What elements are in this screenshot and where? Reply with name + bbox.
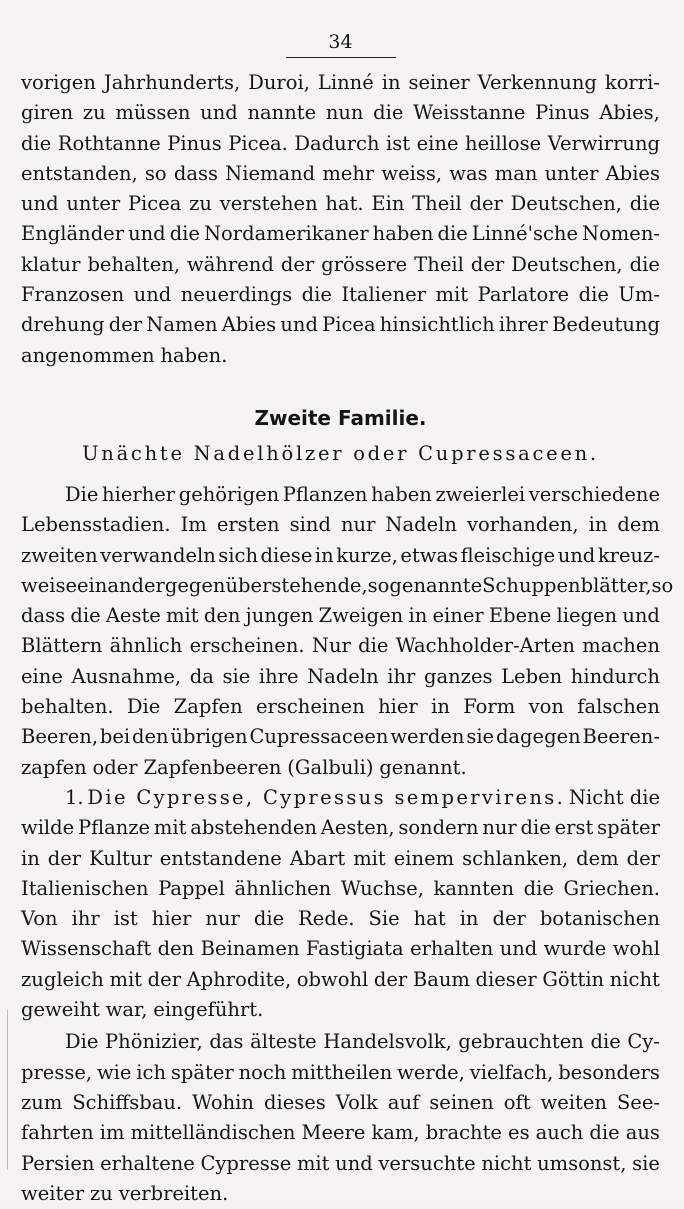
text-line: Lebensstadien. Im ersten sind nur Nadeln vorhanden, in dem [21,513,660,537]
page-number-text: 34 [328,31,353,53]
species-name: Die Cypresse, Cypressus sempervirens. [87,785,566,809]
text-line: fahrten im mittelländischen Meere kam, brachte es auch die aus [21,1121,660,1145]
text-line: Beeren, bei den übrigen Cupressaceen werden sie dagegen Beeren- [21,725,660,749]
text-line: zum Schiffsbau. Wohin dieses Volk auf seinen oft weiten See- [21,1090,660,1114]
text-line: wilde Pflanze mit abstehenden Aesten, sondern nur die erst später [21,816,660,840]
text-line: geweiht war, eingeführt. [21,998,264,1022]
text-line: weiter zu verbreiten. [21,1181,229,1205]
text-line: presse, wie ich später noch mittheilen werde, vielfach, besonders [21,1060,660,1084]
page-number [21,30,660,58]
text-line: zapfen oder Zapfenbeeren (Galbuli) genannt. [21,755,467,779]
page-number-rule [286,57,396,58]
paragraph-3 [21,813,660,1025]
text-line: Persien erhaltene Cypresse mit und versuchte nicht umsonst, sie [21,1151,660,1175]
section-heading: Zweite Familie. [254,405,427,430]
text-line: Wissenschaft den Beinamen Fastigiata erhalten und wurde wohl [21,937,660,961]
text-line: Blättern ähnlich erscheinen. Nur die Wachholder-Arten machen [21,634,660,658]
margin-mark [7,1010,8,1170]
text-line: Die Phönizier, das älteste Handelsvolk, gebrauchten die Cy- [65,1030,660,1054]
text-line: vorigen Jahrhunderts, Duroi, Linné in seiner Verkennung korri- [21,71,660,94]
text-line: Die hierher gehörigen Pflanzen haben zweierlei verschiedene [65,482,660,506]
text-line: angenommen haben. [21,343,228,367]
paragraph-3-first-rest: Nicht die [568,785,660,809]
text-line: eine Ausnahme, da sie ihre Nadeln ihr ganzes Leben hindurch [21,664,660,688]
text-line: behalten. Die Zapfen erscheinen hier in Form von falschen [21,695,660,719]
text-line: Engländer und die Nordamerikaner haben die Linné'sche Nomen- [21,222,660,246]
text-line: Franzosen und neuerdings die Italiener mit Parlatore die Um- [21,283,660,307]
paragraph-4 [21,1027,660,1209]
paragraph-3-first-line [21,783,660,813]
text-line: klatur behalten, während der grössere Theil der Deutschen, die [21,252,660,276]
text-line: drehung der Namen Abies und Picea hinsichtlich ihrer Bedeutung [21,313,660,337]
section-subheading: Unächte Nadelhölzer oder Cupressaceen. [82,441,599,465]
text-line: weise einander gegenüberstehende, sogenannte Schuppenblätter, so [21,573,674,597]
text-line: zugleich mit der Aphrodite, obwohl der Baum dieser Göttin nicht [21,967,660,991]
paragraph-1 [21,68,660,371]
text-line: und unter Picea zu verstehen hat. Ein Theil der Deutschen, die [21,192,660,216]
text-line: Von ihr ist hier nur die Rede. Sie hat in der botanischen [21,907,660,931]
text-line: zweiten verwandeln sich diese in kurze, etwas fleischige und kreuz- [21,543,660,567]
text-line: dass die Aeste mit den jungen Zweigen in einer Ebene liegen und [21,604,660,628]
text-line: die Rothtanne Pinus Picea. Dadurch ist eine heillose Verwirrung [21,131,660,155]
item-number: 1. [65,785,84,809]
text-line: Italienischen Pappel ähnlichen Wuchse, kannten die Griechen. [21,876,660,900]
text-line: entstanden, so dass Niemand mehr weiss, was man unter Abies [21,161,660,185]
text-line: in der Kultur entstandene Abart mit einem schlanken, dem der [21,846,660,870]
paragraph-2 [21,480,674,783]
text-line: giren zu müssen und nannte nun die Weisstanne Pinus Abies, [21,101,660,125]
